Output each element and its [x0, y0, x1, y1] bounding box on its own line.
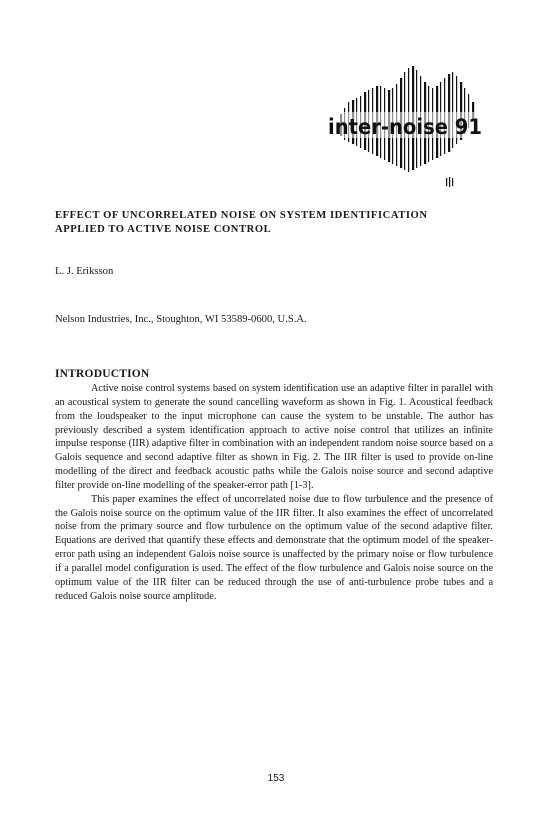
title-line-1: EFFECT OF UNCORRELATED NOISE ON SYSTEM IDENTIFICATION: [55, 210, 428, 221]
svg-text:inter-noise 91: inter-noise 91: [328, 115, 482, 139]
affiliation: Nelson Industries, Inc., Stoughton, WI 53589-0600, U.S.A.: [55, 314, 307, 325]
author: L. J. Eriksson: [55, 266, 114, 277]
page-number: 153: [267, 773, 285, 784]
paper-title: [55, 209, 495, 237]
section-heading: INTRODUCTION: [55, 368, 150, 380]
australia-barcode-logo-icon: [326, 62, 486, 190]
body-text: [55, 382, 493, 604]
paragraph-1: Active noise control systems based on system identification use an adaptive filter in parallel with an acoustical system to generate the sound cancelling waveform as shown in Fig. 1. Acoustical feedback from the loudspeaker to the input microphone can cause the system to be unstable. The author has previously described a system identification approach to active noise control that utilizes an infinite impulse response (IIR) adaptive filter in combination with an independent random noise source based on a Galois sequence and second adaptive filter as shown in Fig. 2. The IIR filter is used to provide on-line modelling of the direct and feedback acoustic paths while the Galois noise source and second adaptive filter provide on-line modelling of the speaker-error path [1-3].: [55, 383, 493, 491]
conference-logo: [326, 62, 486, 190]
paragraph-2: This paper examines the effect of uncorrelated noise due to flow turbulence and the presence of the Galois noise source on the optimum value of the IIR filter. It also examines the effect of uncorrelated noise from the primary source and flow turbulence on the optimum value of the second adaptive filter. Equations are derived that quantify these effects and demonstrate that the optimum model of the speaker-error path using an independent Galois noise source is unaffected by the primary noise or flow turbulence if a parallel model configuration is used. The effect of the flow turbulence and Galois noise source on the optimum value of the IIR filter can be reduced through the use of anti-turbulence probe tubes and a reduced Galois noise source amplitude.: [55, 493, 493, 602]
title-line-2: APPLIED TO ACTIVE NOISE CONTROL: [55, 224, 272, 235]
